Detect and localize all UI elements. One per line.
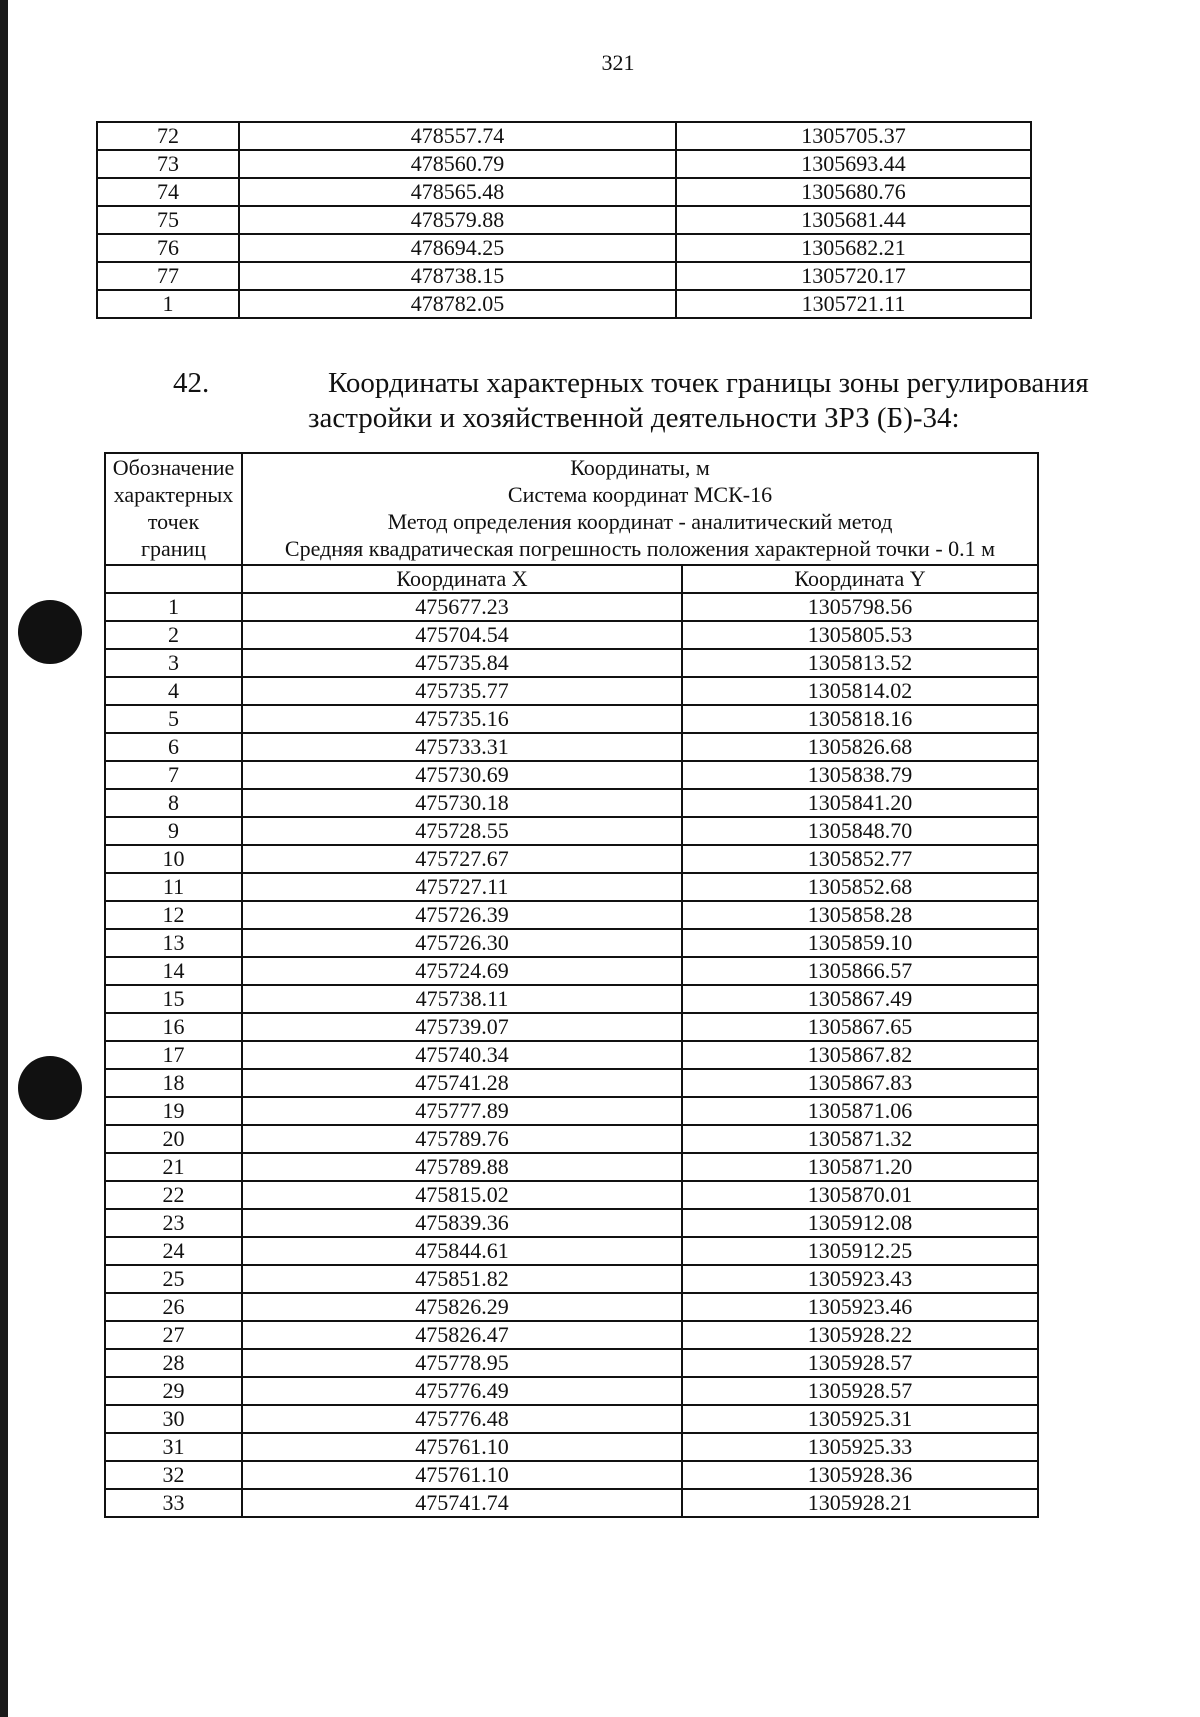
coord-y-cell: 1305923.46 — [682, 1293, 1038, 1321]
table-row — [105, 1461, 1038, 1489]
coord-x-cell: 475735.84 — [242, 649, 682, 677]
coord-y-cell: 1305867.49 — [682, 985, 1038, 1013]
coord-x-cell: 478557.74 — [239, 122, 676, 150]
point-number-cell: 24 — [105, 1237, 242, 1265]
coords-method: Метод определения координат - аналитический метод — [387, 509, 893, 534]
table-row — [105, 1489, 1038, 1517]
point-number-cell: 3 — [105, 649, 242, 677]
point-header-line: характерных — [113, 482, 234, 507]
point-number-cell: 20 — [105, 1125, 242, 1153]
table-row — [105, 649, 1038, 677]
table-row — [105, 733, 1038, 761]
point-number-cell: 7 — [105, 761, 242, 789]
coord-y-cell: 1305848.70 — [682, 817, 1038, 845]
table-row — [105, 1041, 1038, 1069]
main-coordinates-table — [104, 452, 1039, 1518]
coords-accuracy: Средняя квадратическая погрешность положения характерной точки - 0.1 м — [284, 536, 996, 561]
point-number-cell: 17 — [105, 1041, 242, 1069]
table-row — [97, 290, 1031, 318]
point-number-cell: 12 — [105, 901, 242, 929]
point-number-cell: 13 — [105, 929, 242, 957]
coord-y-cell: 1305682.21 — [676, 234, 1031, 262]
table-row — [105, 1209, 1038, 1237]
coord-y-cell: 1305923.43 — [682, 1265, 1038, 1293]
point-number-cell: 11 — [105, 873, 242, 901]
coord-y-cell: 1305852.68 — [682, 873, 1038, 901]
coord-y-cell: 1305928.22 — [682, 1321, 1038, 1349]
point-number-cell: 23 — [105, 1209, 242, 1237]
coord-x-cell: 475728.55 — [242, 817, 682, 845]
point-number-cell: 19 — [105, 1097, 242, 1125]
coord-x-cell: 475826.29 — [242, 1293, 682, 1321]
table-row — [97, 178, 1031, 206]
coord-y-cell: 1305925.31 — [682, 1405, 1038, 1433]
coord-x-cell: 475726.30 — [242, 929, 682, 957]
coord-x-cell: 475741.74 — [242, 1489, 682, 1517]
point-number-cell: 1 — [97, 290, 239, 318]
coord-x-cell: 475761.10 — [242, 1433, 682, 1461]
table-row — [97, 234, 1031, 262]
table-row — [105, 1125, 1038, 1153]
table-row — [97, 206, 1031, 234]
coord-y-cell: 1305805.53 — [682, 621, 1038, 649]
coord-x-cell: 478782.05 — [239, 290, 676, 318]
coord-y-cell: 1305826.68 — [682, 733, 1038, 761]
point-number-cell: 22 — [105, 1181, 242, 1209]
section-title-line2: застройки и хозяйственной деятельности ЗРЗ (Б)-34: — [308, 402, 960, 434]
point-number-cell: 31 — [105, 1433, 242, 1461]
punch-hole — [18, 1056, 82, 1120]
coord-x-cell: 475735.16 — [242, 705, 682, 733]
section-title-line1: Координаты характерных точек границы зоны регулирования — [328, 367, 1089, 399]
coord-y-cell: 1305867.83 — [682, 1069, 1038, 1097]
coord-y-cell: 1305681.44 — [676, 206, 1031, 234]
top-table-body — [97, 122, 1031, 318]
coord-x-cell: 475730.69 — [242, 761, 682, 789]
point-number-cell: 16 — [105, 1013, 242, 1041]
table-row — [105, 1265, 1038, 1293]
coord-y-cell: 1305818.16 — [682, 705, 1038, 733]
coord-x-cell: 475826.47 — [242, 1321, 682, 1349]
table-row — [105, 873, 1038, 901]
table-row — [105, 1293, 1038, 1321]
table-row — [105, 593, 1038, 621]
point-number-cell: 26 — [105, 1293, 242, 1321]
table-row — [105, 901, 1038, 929]
coord-x-cell: 475777.89 — [242, 1097, 682, 1125]
point-number-cell: 9 — [105, 817, 242, 845]
coord-x-cell: 475778.95 — [242, 1349, 682, 1377]
point-number-cell: 25 — [105, 1265, 242, 1293]
coord-y-cell: 1305813.52 — [682, 649, 1038, 677]
table-row — [105, 1321, 1038, 1349]
point-number-cell: 1 — [105, 593, 242, 621]
coord-y-cell: 1305871.06 — [682, 1097, 1038, 1125]
point-header-line: Обозначение — [112, 455, 235, 480]
table-row — [105, 957, 1038, 985]
table-row — [105, 1433, 1038, 1461]
coord-y-cell: 1305867.65 — [682, 1013, 1038, 1041]
coordinates-header — [242, 453, 1038, 565]
coord-x-cell: 475776.49 — [242, 1377, 682, 1405]
coord-x-cell: 478738.15 — [239, 262, 676, 290]
coord-y-cell: 1305871.32 — [682, 1125, 1038, 1153]
coord-y-cell: 1305867.82 — [682, 1041, 1038, 1069]
coord-x-cell: 478560.79 — [239, 150, 676, 178]
point-number-cell: 21 — [105, 1153, 242, 1181]
coord-x-cell: 475761.10 — [242, 1461, 682, 1489]
point-number-cell: 76 — [97, 234, 239, 262]
coord-x-cell: 475727.67 — [242, 845, 682, 873]
coord-y-cell: 1305721.11 — [676, 290, 1031, 318]
point-number-cell: 28 — [105, 1349, 242, 1377]
point-number-cell: 14 — [105, 957, 242, 985]
coord-y-cell: 1305841.20 — [682, 789, 1038, 817]
table-row — [105, 1181, 1038, 1209]
point-number-cell: 77 — [97, 262, 239, 290]
table-row — [105, 1405, 1038, 1433]
coord-x-cell: 475724.69 — [242, 957, 682, 985]
table-row — [105, 817, 1038, 845]
table-row — [105, 789, 1038, 817]
table-row — [105, 1237, 1038, 1265]
table-row — [105, 1377, 1038, 1405]
table-row — [105, 621, 1038, 649]
coord-y-cell: 1305870.01 — [682, 1181, 1038, 1209]
coord-x-cell: 478565.48 — [239, 178, 676, 206]
coord-x-cell: 475726.39 — [242, 901, 682, 929]
point-number-cell: 10 — [105, 845, 242, 873]
punch-hole — [18, 600, 82, 664]
top-coordinates-table — [96, 121, 1032, 319]
point-header-line: границ — [140, 536, 207, 561]
coord-x-cell: 475739.07 — [242, 1013, 682, 1041]
coord-x-cell: 475735.77 — [242, 677, 682, 705]
point-number-cell: 4 — [105, 677, 242, 705]
coord-x-cell: 475741.28 — [242, 1069, 682, 1097]
coord-y-cell: 1305928.57 — [682, 1377, 1038, 1405]
coord-x-cell: 475733.31 — [242, 733, 682, 761]
point-number-cell: 6 — [105, 733, 242, 761]
point-number-cell: 72 — [97, 122, 239, 150]
table-row — [105, 1349, 1038, 1377]
coord-y-cell: 1305798.56 — [682, 593, 1038, 621]
coord-x-cell: 478694.25 — [239, 234, 676, 262]
table-row — [105, 929, 1038, 957]
main-table-body — [105, 593, 1038, 1517]
point-number-cell: 74 — [97, 178, 239, 206]
coord-x-cell: 475789.76 — [242, 1125, 682, 1153]
point-number-cell: 32 — [105, 1461, 242, 1489]
page-number: 321 — [601, 50, 635, 75]
point-number-cell: 18 — [105, 1069, 242, 1097]
coord-y-cell: 1305928.21 — [682, 1489, 1038, 1517]
coord-x-cell: 475776.48 — [242, 1405, 682, 1433]
coord-y-cell: 1305852.77 — [682, 845, 1038, 873]
coord-y-cell: 1305871.20 — [682, 1153, 1038, 1181]
coord-x-cell: 475740.34 — [242, 1041, 682, 1069]
point-header-line: точек — [147, 509, 200, 534]
coord-y-cell: 1305720.17 — [676, 262, 1031, 290]
point-number-cell: 2 — [105, 621, 242, 649]
point-number-cell: 29 — [105, 1377, 242, 1405]
coord-y-cell: 1305859.10 — [682, 929, 1038, 957]
coord-x-cell: 475727.11 — [242, 873, 682, 901]
coord-x-cell: 475677.23 — [242, 593, 682, 621]
coord-y-cell: 1305705.37 — [676, 122, 1031, 150]
coord-y-cell: 1305912.08 — [682, 1209, 1038, 1237]
table-row — [105, 1069, 1038, 1097]
coord-y-cell: 1305693.44 — [676, 150, 1031, 178]
table-row — [105, 1013, 1038, 1041]
empty-header-cell — [105, 565, 242, 593]
coords-title: Координаты, м — [570, 455, 710, 480]
coord-x-cell: 475815.02 — [242, 1181, 682, 1209]
coord-x-cell: 478579.88 — [239, 206, 676, 234]
table-row — [97, 262, 1031, 290]
col-x-header: Координата X — [242, 565, 682, 593]
coord-y-cell: 1305866.57 — [682, 957, 1038, 985]
col-y-header: Координата Y — [682, 565, 1038, 593]
coord-y-cell: 1305928.57 — [682, 1349, 1038, 1377]
coord-x-cell: 475704.54 — [242, 621, 682, 649]
table-row — [105, 677, 1038, 705]
section-number: 42. — [173, 367, 210, 399]
point-number-cell: 8 — [105, 789, 242, 817]
table-header-row — [105, 453, 1038, 565]
table-row — [105, 1097, 1038, 1125]
coord-x-cell: 475851.82 — [242, 1265, 682, 1293]
point-number-cell: 33 — [105, 1489, 242, 1517]
point-number-cell: 73 — [97, 150, 239, 178]
coord-x-cell: 475730.18 — [242, 789, 682, 817]
coord-x-cell: 475844.61 — [242, 1237, 682, 1265]
point-number-cell: 30 — [105, 1405, 242, 1433]
scan-page-edge — [0, 0, 8, 1717]
coord-x-cell: 475789.88 — [242, 1153, 682, 1181]
coord-y-cell: 1305814.02 — [682, 677, 1038, 705]
table-row — [97, 122, 1031, 150]
coord-y-cell: 1305912.25 — [682, 1237, 1038, 1265]
coord-y-cell: 1305858.28 — [682, 901, 1038, 929]
table-row — [97, 150, 1031, 178]
point-number-cell: 75 — [97, 206, 239, 234]
coord-y-cell: 1305928.36 — [682, 1461, 1038, 1489]
coord-y-cell: 1305925.33 — [682, 1433, 1038, 1461]
coord-y-cell: 1305680.76 — [676, 178, 1031, 206]
point-number-cell: 27 — [105, 1321, 242, 1349]
table-subheader-row — [105, 565, 1038, 593]
coords-system: Система координат МСК-16 — [507, 482, 773, 507]
table-row — [105, 1153, 1038, 1181]
table-row — [105, 705, 1038, 733]
table-row — [105, 761, 1038, 789]
point-column-header — [105, 453, 242, 565]
coord-x-cell: 475839.36 — [242, 1209, 682, 1237]
coord-x-cell: 475738.11 — [242, 985, 682, 1013]
point-number-cell: 15 — [105, 985, 242, 1013]
coord-y-cell: 1305838.79 — [682, 761, 1038, 789]
table-row — [105, 845, 1038, 873]
point-number-cell: 5 — [105, 705, 242, 733]
table-row — [105, 985, 1038, 1013]
